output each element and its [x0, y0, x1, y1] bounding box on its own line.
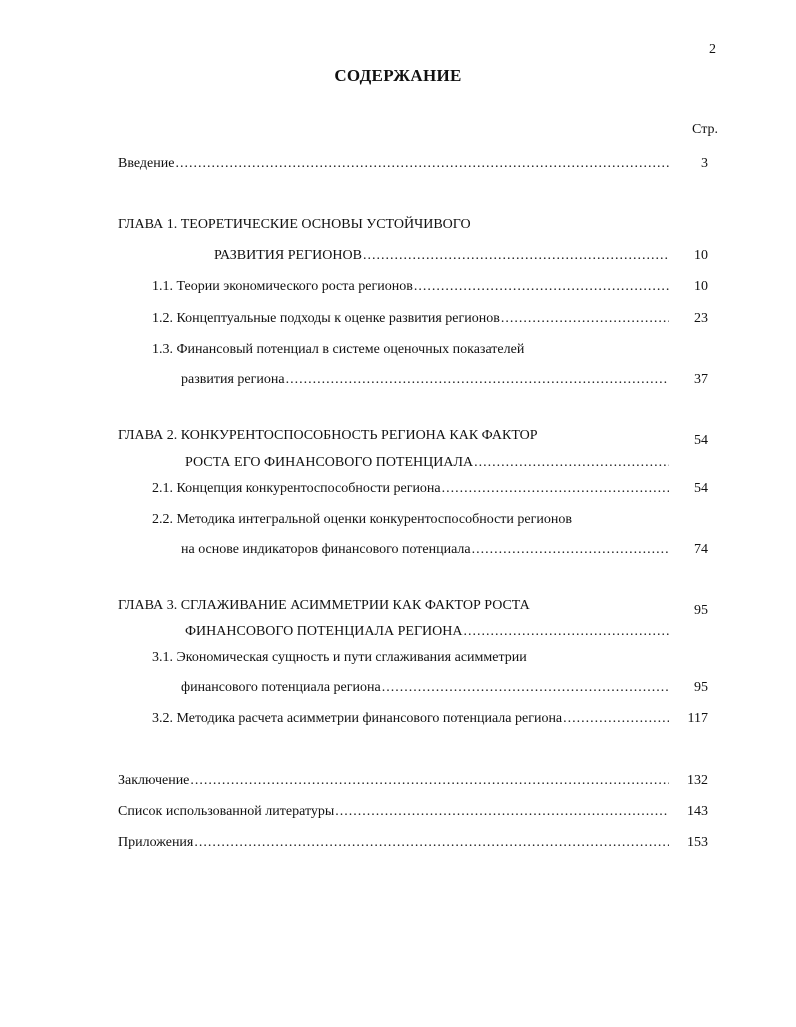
toc-entry-1-1 — [152, 279, 670, 295]
toc-entry-text: 1.2. Концептуальные подходы к оценке развития регионов — [152, 311, 500, 326]
toc-entry-1-3-line2 — [181, 372, 670, 388]
toc-entry-text: финансового потенциала региона — [181, 680, 381, 695]
toc-entry-text: ФИНАНСОВОГО ПОТЕНЦИАЛА РЕГИОНА — [185, 624, 463, 639]
page-column-label: Стр. — [692, 122, 718, 137]
page-number: 2 — [709, 42, 716, 57]
toc-entry-page: 95 — [694, 603, 708, 618]
toc-entry-appendices — [118, 835, 670, 851]
toc-entry-text: РАЗВИТИЯ РЕГИОНОВ — [214, 248, 362, 263]
toc-entry-text: 1.1. Теории экономического роста регионов — [152, 279, 413, 294]
toc-chapter-3-line2 — [185, 624, 670, 640]
toc-entry-page: 95 — [694, 680, 708, 695]
toc-chapter-1-line2 — [214, 248, 670, 264]
toc-chapter-1-line1: ГЛАВА 1. ТЕОРЕТИЧЕСКИЕ ОСНОВЫ УСТОЙЧИВОГО — [118, 217, 471, 232]
toc-entry-page: 37 — [694, 372, 708, 387]
toc-chapter-2-line1: ГЛАВА 2. КОНКУРЕНТОСПОСОБНОСТЬ РЕГИОНА КАК ФАКТОР — [118, 428, 538, 443]
toc-entry-page: 54 — [694, 433, 708, 448]
toc-entry-2-2-line2 — [181, 542, 670, 558]
toc-entry-2-1 — [152, 481, 670, 497]
toc-entry-page: 10 — [694, 279, 708, 294]
toc-entry-3-2 — [152, 711, 670, 727]
toc-entry-text: 2.1. Концепция конкурентоспособности региона — [152, 481, 441, 496]
toc-entry-2-2-line1: 2.2. Методика интегральной оценки конкурентоспособности регионов — [152, 512, 572, 527]
toc-entry-3-1-line2 — [181, 680, 670, 696]
toc-chapter-2-line2 — [185, 455, 670, 471]
toc-entry-text: развития региона — [181, 372, 285, 387]
toc-entry-text: на основе индикаторов финансового потенциала — [181, 542, 471, 557]
toc-entry-1-2 — [152, 311, 670, 327]
toc-entry-page: 143 — [687, 804, 708, 819]
toc-entry-references — [118, 804, 670, 820]
toc-entry-1-3-line1: 1.3. Финансовый потенциал в системе оценочных показателей — [152, 342, 525, 357]
toc-entry-text: Введение — [118, 156, 175, 171]
toc-entry-page: 117 — [687, 711, 708, 726]
toc-entry-page: 74 — [694, 542, 708, 557]
toc-entry-text: Заключение — [118, 773, 190, 788]
toc-entry-text: 3.2. Методика расчета асимметрии финансового потенциала региона — [152, 711, 563, 726]
toc-entry-page: 132 — [687, 773, 708, 788]
toc-entry-text: Приложения — [118, 835, 194, 850]
toc-chapter-3-line1: ГЛАВА 3. СГЛАЖИВАНИЕ АСИММЕТРИИ КАК ФАКТОР РОСТА — [118, 598, 530, 613]
page-title: СОДЕРЖАНИЕ — [334, 66, 462, 85]
toc-entry-page: 23 — [694, 311, 708, 326]
toc-entry-page: 54 — [694, 481, 708, 496]
toc-entry-page: 153 — [687, 835, 708, 850]
toc-entry-page: 10 — [694, 248, 708, 263]
toc-entry-text: РОСТА ЕГО ФИНАНСОВОГО ПОТЕНЦИАЛА — [185, 455, 474, 470]
toc-entry-page: 3 — [701, 156, 708, 171]
toc-entry-text: Список использованной литературы — [118, 804, 335, 819]
toc-entry-intro — [118, 156, 670, 172]
toc-entry-conclusion — [118, 773, 670, 789]
toc-entry-3-1-line1: 3.1. Экономическая сущность и пути сглаживания асимметрии — [152, 650, 527, 665]
